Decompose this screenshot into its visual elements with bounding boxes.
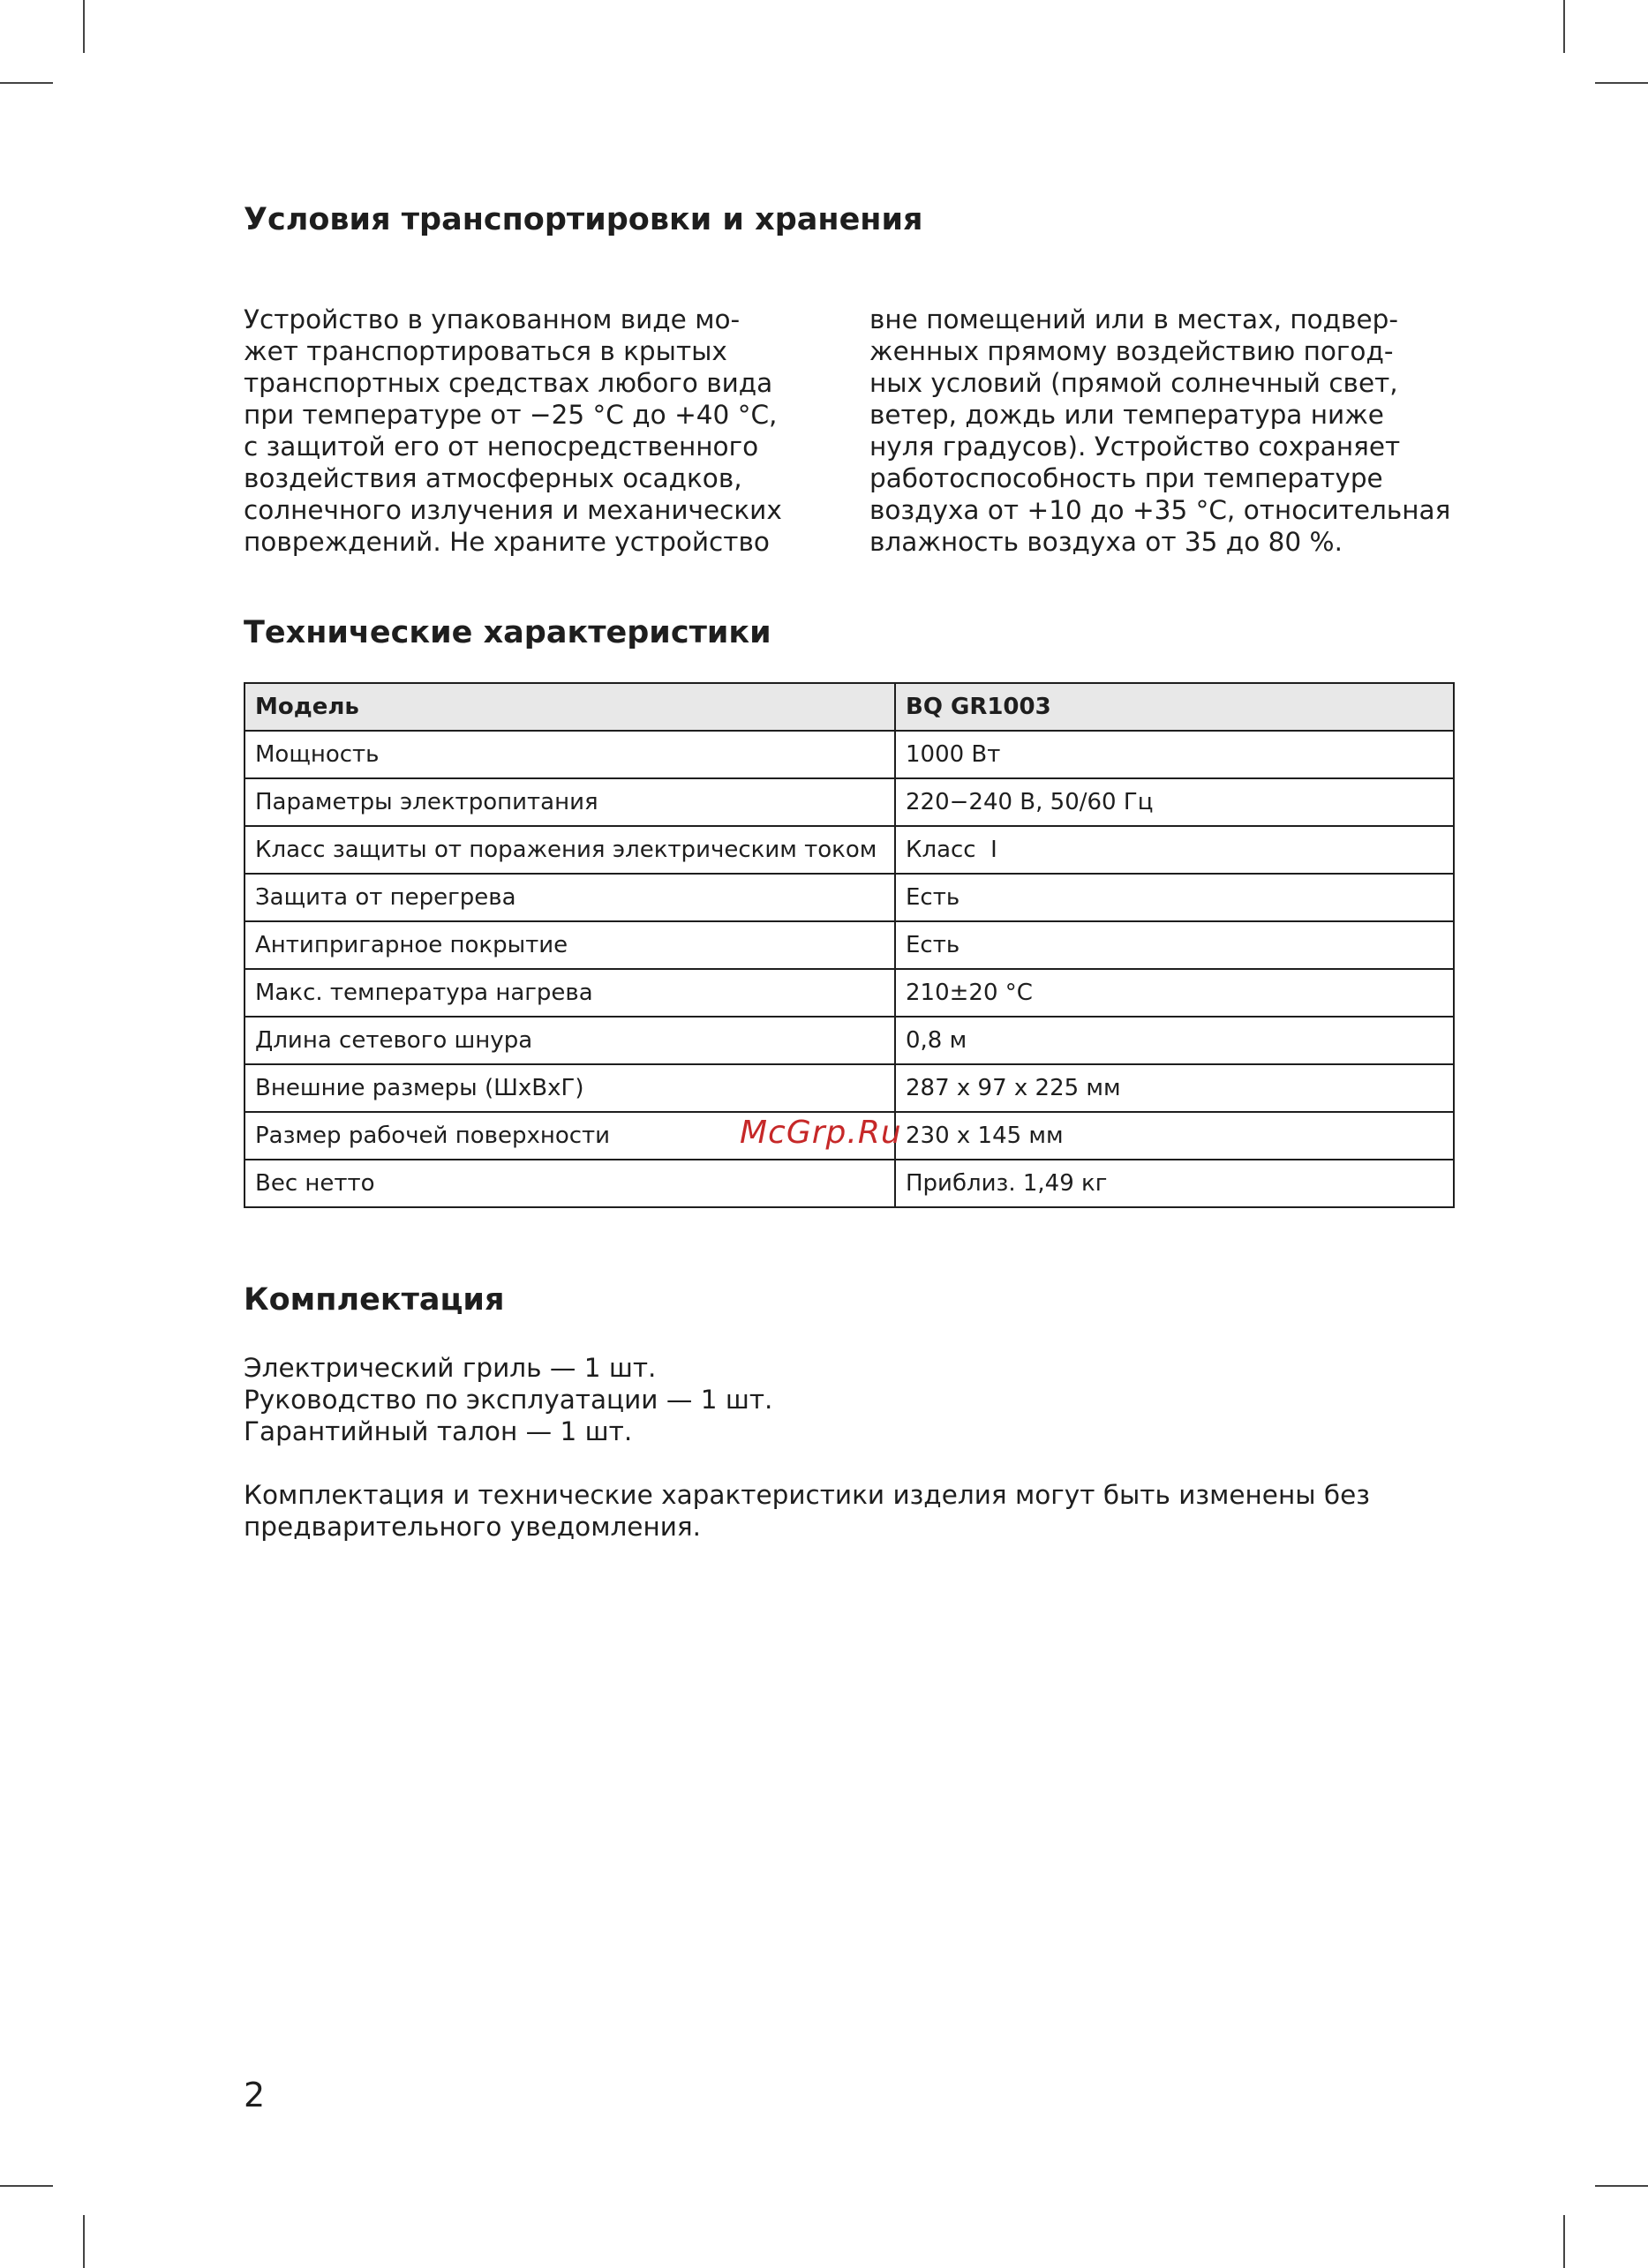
table-row: [245, 874, 1454, 921]
text-line: работоспособность при температуре: [869, 463, 1383, 493]
contents-heading: Комплектация: [244, 1282, 505, 1318]
text-line: солнечного излучения и механических: [244, 495, 782, 525]
list-item: Руководство по эксплуатации — 1 шт.: [244, 1385, 773, 1415]
crop-mark: [83, 2215, 85, 2268]
spec-label: Длина сетевого шнура: [245, 1017, 895, 1064]
spec-label: Внешние размеры (ШxВxГ): [245, 1064, 895, 1112]
spec-value: Класс I: [895, 826, 1454, 874]
text-line: воздействия атмосферных осадков,: [244, 463, 742, 493]
spec-value: 210±20 °C: [895, 969, 1454, 1017]
page-number: 2: [244, 2076, 266, 2114]
text-line: при температуре от −25 °C до +40 °C,: [244, 400, 778, 430]
transport-heading: Условия транспортировки и хранения: [244, 202, 923, 237]
spec-label: Модель: [245, 683, 895, 731]
text-line: Комплектация и технические характеристики изделия могут быть изменены без: [244, 1480, 1370, 1510]
spec-value: 1000 Вт: [895, 731, 1454, 778]
table-row: [245, 1064, 1454, 1112]
text-line: вне помещений или в местах, подвер-: [869, 304, 1398, 334]
spec-value: 0,8 м: [895, 1017, 1454, 1064]
spec-label: Размер рабочей поверхности: [245, 1112, 895, 1160]
crop-mark: [1595, 2185, 1648, 2187]
spec-label: Параметры электропитания: [245, 778, 895, 826]
text-line: влажность воздуха от 35 до 80 %.: [869, 527, 1343, 557]
text-line: воздуха от +10 до +35 °C, относительная: [869, 495, 1451, 525]
table-header-row: [245, 683, 1454, 731]
crop-mark: [83, 0, 85, 53]
spec-value: Приблиз. 1,49 кг: [895, 1160, 1454, 1207]
crop-mark: [0, 82, 53, 84]
spec-label: Вес нетто: [245, 1160, 895, 1207]
text-line: нуля градусов). Устройство сохраняет: [869, 432, 1401, 462]
specs-heading: Технические характеристики: [244, 615, 771, 650]
text-line: с защитой его от непосредственного: [244, 432, 759, 462]
text-line: ных условий (прямой солнечный свет,: [869, 368, 1398, 398]
table-row: [245, 731, 1454, 778]
spec-label: Мощность: [245, 731, 895, 778]
spec-value: Есть: [895, 874, 1454, 921]
text-line: предварительного уведомления.: [244, 1512, 702, 1542]
transport-text-col2: [869, 304, 1450, 558]
list-item: Электрический гриль — 1 шт.: [244, 1353, 657, 1383]
spec-value: 287 x 97 x 225 мм: [895, 1064, 1454, 1112]
table-row: [245, 921, 1454, 969]
text-line: ветер, дождь или температура ниже: [869, 400, 1384, 430]
spec-label: Антипригарное покрытие: [245, 921, 895, 969]
table-row: [245, 1017, 1454, 1064]
watermark: McGrp.Ru: [740, 1115, 902, 1151]
text-line: женных прямому воздействию погод-: [869, 336, 1394, 366]
spec-label: Защита от перегрева: [245, 874, 895, 921]
text-line: Устройство в упакованном виде мо-: [244, 304, 741, 334]
crop-mark: [1595, 82, 1648, 84]
spec-label: Класс защиты от поражения электрическим током: [245, 826, 895, 874]
crop-mark: [1563, 2215, 1565, 2268]
spec-value: 230 x 145 мм: [895, 1112, 1454, 1160]
text-line: транспортных средствах любого вида: [244, 368, 773, 398]
table-row: [245, 778, 1454, 826]
list-item: Гарантийный талон — 1 шт.: [244, 1416, 633, 1446]
spec-label: Макс. температура нагрева: [245, 969, 895, 1017]
spec-value: BQ GR1003: [895, 683, 1454, 731]
table-row: [245, 1160, 1454, 1207]
contents-note: [244, 1479, 1370, 1543]
spec-value: Есть: [895, 921, 1454, 969]
crop-mark: [0, 2185, 53, 2187]
text-line: повреждений. Не храните устройство: [244, 527, 770, 557]
transport-text-col1: [244, 304, 782, 558]
contents-list: [244, 1352, 772, 1447]
spec-value: 220−240 В, 50/60 Гц: [895, 778, 1454, 826]
table-row: [245, 969, 1454, 1017]
table-row: [245, 826, 1454, 874]
crop-mark: [1563, 0, 1565, 53]
text-line: жет транспортироваться в крытых: [244, 336, 727, 366]
